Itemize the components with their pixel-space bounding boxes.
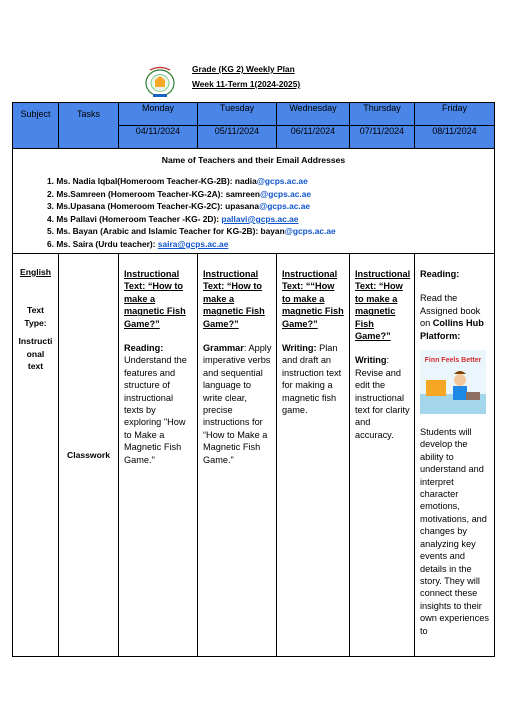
- thursday-label: Writing: [355, 355, 387, 366]
- monday-label: Reading:: [124, 343, 164, 354]
- monday-cell: [119, 254, 198, 657]
- wednesday-label: Writing:: [282, 343, 317, 354]
- teacher-item: 5. Ms. Bayan (Arabic and Islamic Teacher for KG-2B): bayan@gcps.ac.ae: [47, 226, 336, 237]
- date-monday: 04/11/2024: [119, 126, 198, 149]
- thursday-cell: [350, 254, 415, 657]
- tuesday-title: Instructional Text: “How to make a magnetic Fish Game?”: [203, 269, 265, 329]
- teacher-email-link[interactable]: saira@gcps.ac.ae: [157, 238, 229, 249]
- friday-platform: Collins Hub Platform:: [420, 318, 484, 341]
- wednesday-title: Instructional Text: ““How to make a magnetic Fish Game?”: [282, 269, 344, 329]
- day-friday: Friday: [415, 103, 495, 126]
- thursday-title: Instructional Text: “How to make a magnetic Fish Game?”: [355, 269, 411, 342]
- monday-body: Understand the features and structure of instructional texts by exploring "How to Make a Magnetic Fish Game.": [124, 355, 187, 465]
- plan-header: [140, 62, 400, 102]
- task-cell: Classwork: [59, 254, 119, 657]
- wednesday-cell: [277, 254, 350, 657]
- subject-header: Subject: [13, 103, 59, 149]
- monday-title: Instructional Text: “How to make a magnetic Fish Game?”: [124, 269, 186, 329]
- friday-body: Students will develop the ability to understand and interpret character emotions, motivations, and changes by analyzing key events and details in the story. They will connect these insights to their own experiences to: [420, 427, 489, 636]
- school-logo: [140, 64, 180, 100]
- teacher-email-link[interactable]: @gcps.ac.ae: [260, 188, 312, 199]
- friday-intro: Read the Assigned book on: [420, 293, 481, 329]
- text-type-value: Instructi onal text: [18, 336, 53, 372]
- friday-cell: [415, 254, 495, 657]
- day-monday: Monday: [119, 103, 198, 126]
- week-title: Week 11-Term 1(2024-2025): [192, 79, 301, 89]
- teacher-email-link[interactable]: @gcps.ac.ae: [256, 176, 308, 186]
- tasks-header: Tasks: [59, 103, 119, 149]
- day-tuesday: Tuesday: [198, 103, 277, 126]
- text-type-label: Text Type:: [24, 305, 47, 328]
- teachers-section: [13, 149, 495, 254]
- friday-label: Reading:: [420, 269, 460, 279]
- book-cover-image: [420, 350, 486, 414]
- tuesday-body: : Apply imperative verbs and sequential language to write clear, precise instructions for “How to Make a Magnetic Fish Game.”: [203, 343, 272, 465]
- grade-title: Grade (KG 2) Weekly Plan: [192, 64, 295, 74]
- date-friday: 08/11/2024: [415, 126, 495, 149]
- teacher-item: 3. Ms.Upasana (Homeroom Teacher-KG-2C): upasana@gcps.ac.ae: [47, 201, 311, 212]
- subject-cell-english: [13, 254, 59, 657]
- day-wednesday: Wednesday: [277, 103, 350, 126]
- tuesday-cell: [198, 254, 277, 657]
- thursday-body: : Revise and edit the instructional text for clarity and accuracy.: [355, 355, 410, 440]
- teacher-item: 2. Ms.Samreen (Homeroom Teacher-KG-2A): samreen@gcps.ac.ae: [47, 188, 312, 199]
- date-wednesday: 06/11/2024: [277, 126, 350, 149]
- teachers-title: Name of Teachers and their Email Addresses: [161, 155, 346, 165]
- day-thursday: Thursday: [350, 103, 415, 126]
- book-title-text: Finn Feels Better: [424, 357, 482, 365]
- teacher-email-link[interactable]: pallavi@gcps.ac.ae: [221, 213, 299, 224]
- date-tuesday: 05/11/2024: [198, 126, 277, 149]
- teacher-item: 4. Ms Pallavi (Homeroom Teacher -KG- 2D): pallavi@gcps.ac.ae: [47, 213, 299, 224]
- subject-name: English: [19, 267, 52, 277]
- plan-title: [192, 62, 300, 92]
- date-thursday: 07/11/2024: [350, 126, 415, 149]
- teachers-list: [13, 175, 494, 251]
- english-row: [13, 254, 495, 657]
- teachers-row: [13, 149, 495, 254]
- teacher-item: 6. Ms. Saira (Urdu teacher): saira@gcps.ac.ae: [47, 238, 229, 249]
- teacher-email-link[interactable]: @gcps.ac.ae: [284, 226, 336, 237]
- teacher-item: 1. Ms. Nadia Iqbal(Homeroom Teacher-KG-2B): nadia@gcps.ac.ae: [47, 176, 308, 186]
- header-row-days: [13, 103, 495, 126]
- teacher-email-link[interactable]: @gcps.ac.ae: [259, 201, 311, 212]
- tuesday-label: Grammar: [203, 343, 244, 354]
- weekly-plan-table: [12, 102, 495, 657]
- wednesday-body: Plan and draft an instruction text for making a magnetic fish game.: [282, 343, 342, 416]
